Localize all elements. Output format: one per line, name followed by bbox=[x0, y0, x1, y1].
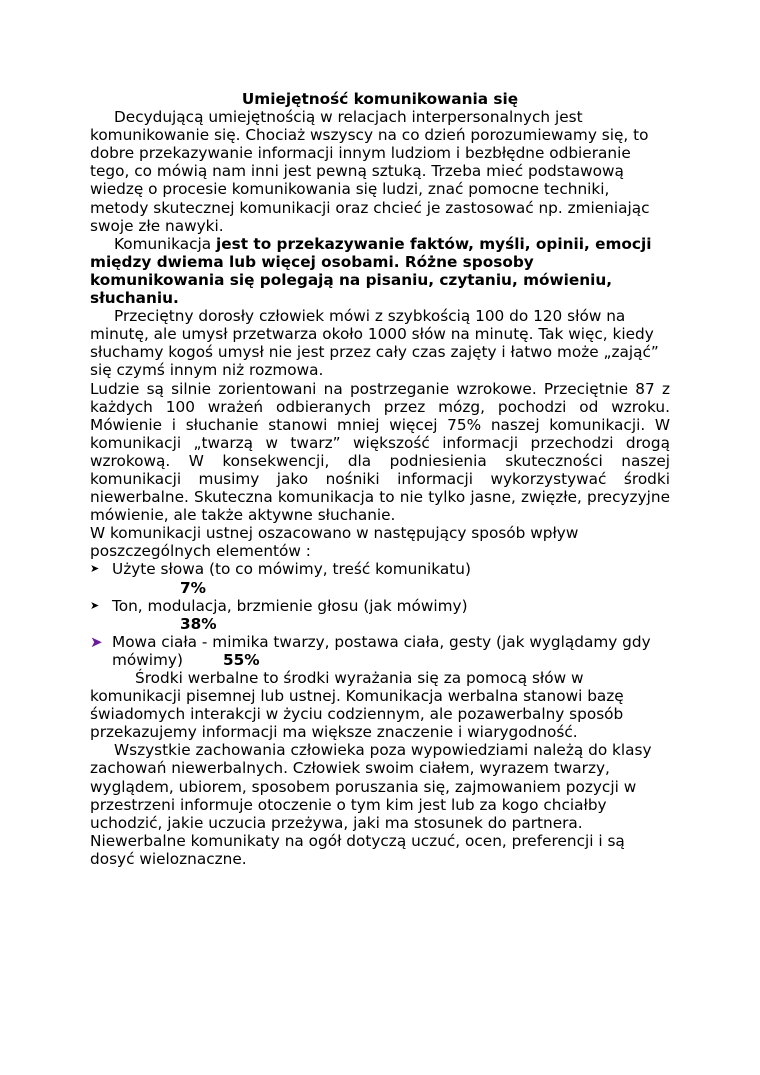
document-body bbox=[90, 90, 670, 868]
paragraph-verbal: Środki werbalne to środki wyrażania się za pomocą słów w komunikacji pisemnej lub ustnej. Komunikacja werbalna stanowi bazę świadomych interakcji w życiu codziennym, ale pozawerbalny sposób przekazujemy informacji ma większe znaczenie i wiarygodność. bbox=[90, 669, 624, 742]
paragraph-visual: Ludzie są silnie zorientowani na postrzeganie wzrokowe. Przeciętnie 87 z każdych 100 wrażeń odbieranych przez mózg, pochodzi od wzroku. Mówienie i słuchanie stanowi mniej więcej 75% naszej komunikacji. W komunikacji „twarzą w twarz” większość informacji przechodzi drogą wzrokową. W konsekwencji, dla podniesienia skuteczności naszej komunikacji musimy jako nośniki informacji wykorzystywać środki niewerbalne. Skuteczna komunikacja to nie tylko jasne, zwięzłe, precyzyjne mówienie, ale także aktywne słuchanie. bbox=[90, 379, 670, 525]
influence-list bbox=[90, 560, 670, 669]
list-item bbox=[90, 597, 670, 633]
list-item bbox=[90, 633, 670, 669]
arrow-bullet-icon: ➤ bbox=[90, 562, 100, 576]
list-item-text: Ton, modulacja, brzmienie głosu (jak mówimy) bbox=[112, 596, 468, 615]
percentage-value: 38% bbox=[180, 614, 217, 633]
definition-lead: Komunikacja bbox=[114, 234, 217, 253]
list-item-text: Mowa ciała - mimika twarzy, postawa ciała, gesty (jak wyglądamy gdy mówimy) bbox=[112, 632, 651, 669]
arrow-bullet-icon: ➤ bbox=[90, 598, 100, 612]
arrow-bullet-icon: ➤ bbox=[90, 632, 103, 651]
percentage-value: 55% bbox=[222, 650, 260, 669]
paragraph-speech-rate: Przeciętny dorosły człowiek mówi z szybkością 100 do 120 słów na minutę, ale umysł przetwarza około 1000 słów na minutę. Tak więc, kiedy słuchamy kogoś umysł nie jest przez cały czas zajęty i łatwo może „zająć” się czymś innym niż rozmowa. bbox=[90, 307, 659, 380]
paragraph-nonverbal: Wszystkie zachowania człowieka poza wypowiedziami należą do klasy zachowań niewerbalnych. Człowiek swoim ciałem, wyrazem twarzy, wyglądem, ubiorem, sposobem poruszania się, zajmowaniem pozycji w przestrzeni informuje otoczenie o tym kim jest lub za kogo chciałby uchodzić, jakie uczucia przeżywa, jaki ma stosunek do partnera. Niewerbalne komunikaty na ogół dotyczą uczuć, ocen, preferencji i są dosyć wieloznaczne. bbox=[90, 741, 652, 868]
percentage-value: 7% bbox=[180, 578, 206, 597]
definition-bold: jest to przekazywanie faktów, myśli, opinii, emocji między dwiema lub więcej osobami. Różne sposoby komunikowania się polegają na pisaniu, czytaniu, mówieniu, słuchaniu. bbox=[90, 234, 652, 308]
document-title: Umiejętność komunikowania się bbox=[241, 90, 519, 108]
list-item-text: Użyte słowa (to co mówimy, treść komunikatu) bbox=[112, 560, 471, 579]
list-item bbox=[90, 560, 670, 596]
paragraph-estimate: W komunikacji ustnej oszacowano w następujący sposób wpływ poszczególnych elementów : bbox=[90, 524, 579, 561]
paragraph-intro: Decydującą umiejętnością w relacjach interpersonalnych jest komunikowanie się. Chociaż wszyscy na co dzień porozumiewamy się, to dobre przekazywanie informacji innym ludziom i bezbłędne odbieranie tego, co mówią nam inni jest pewną sztuką. Trzeba mieć podstawową wiedzę o procesie komunikowania się ludzi, znać pomocne techniki, metody skutecznej komunikacji oraz chcieć je zastosować np. zmieniając swoje złe nawyki. bbox=[90, 108, 650, 235]
paragraph-definition bbox=[90, 235, 670, 307]
